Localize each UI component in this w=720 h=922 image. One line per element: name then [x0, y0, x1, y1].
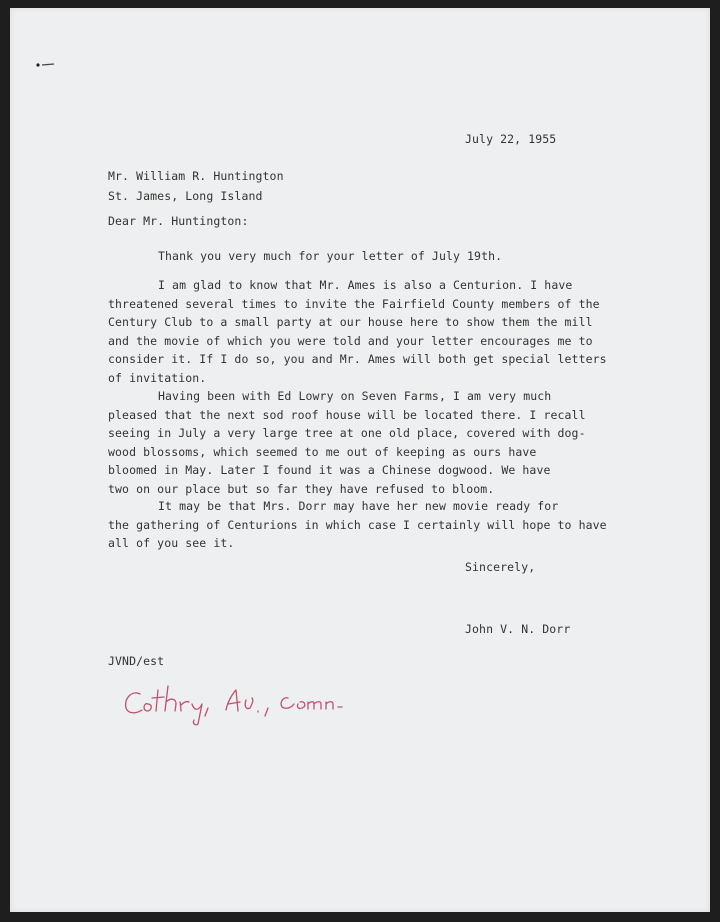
recipient-name: Mr. William R. Huntington — [108, 169, 284, 183]
closing: Sincerely, — [465, 560, 536, 574]
paragraph-line: of invitation. — [108, 370, 207, 385]
typist-initials: JVND/est — [108, 654, 165, 668]
paragraph-line: wood blossoms, which seemed to me out of keeping as ours have — [108, 444, 537, 459]
paragraph-3 — [108, 387, 618, 498]
paragraph-line: two on our place but so far they have refused to bloom. — [108, 481, 495, 496]
paragraph-line: seeing in July a very large tree at one old place, covered with dog- — [108, 426, 586, 440]
paragraph-line: the gathering of Centurions in which case I certainly will hope to have — [108, 517, 607, 532]
paragraph-4 — [108, 497, 618, 553]
paragraph-line: It may be that Mrs. Dorr may have her new movie ready for — [158, 499, 559, 513]
letter-date: July 22, 1955 — [465, 132, 557, 146]
paragraph-line: consider it. If I do so, you and Mr. Ames will both get special letters — [108, 352, 607, 366]
paragraph-2 — [108, 276, 618, 387]
recipient-address: St. James, Long Island — [108, 189, 263, 203]
paragraph-line: I am glad to know that Mr. Ames is also a Centurion. I have — [158, 278, 573, 292]
paragraph-1 — [108, 247, 618, 266]
recipient-address-block — [108, 166, 284, 206]
signature-name: John V. N. Dorr — [465, 622, 571, 636]
paragraph-line: Century Club to a small party at our house here to show them the mill — [108, 315, 593, 329]
paragraph-line: pleased that the next sod roof house will be located there. I recall — [108, 407, 586, 422]
paragraph-line: and the movie of which you were told and your letter encourages me to — [108, 333, 593, 348]
letter-body — [10, 8, 710, 912]
letter-page — [10, 8, 710, 912]
handwritten-annotation — [118, 680, 368, 726]
paragraph-line: threatened several times to invite the Fairfield County members of the — [108, 296, 600, 311]
paragraph-line: all of you see it. — [108, 536, 235, 550]
paragraph-line: Thank you very much for your letter of July 19th. — [158, 249, 503, 263]
paragraph-line: Having been with Ed Lowry on Seven Farms, I am very much — [158, 389, 552, 403]
paragraph-line: bloomed in May. Later I found it was a Chinese dogwood. We have — [108, 463, 551, 477]
salutation: Dear Mr. Huntington: — [108, 214, 249, 228]
